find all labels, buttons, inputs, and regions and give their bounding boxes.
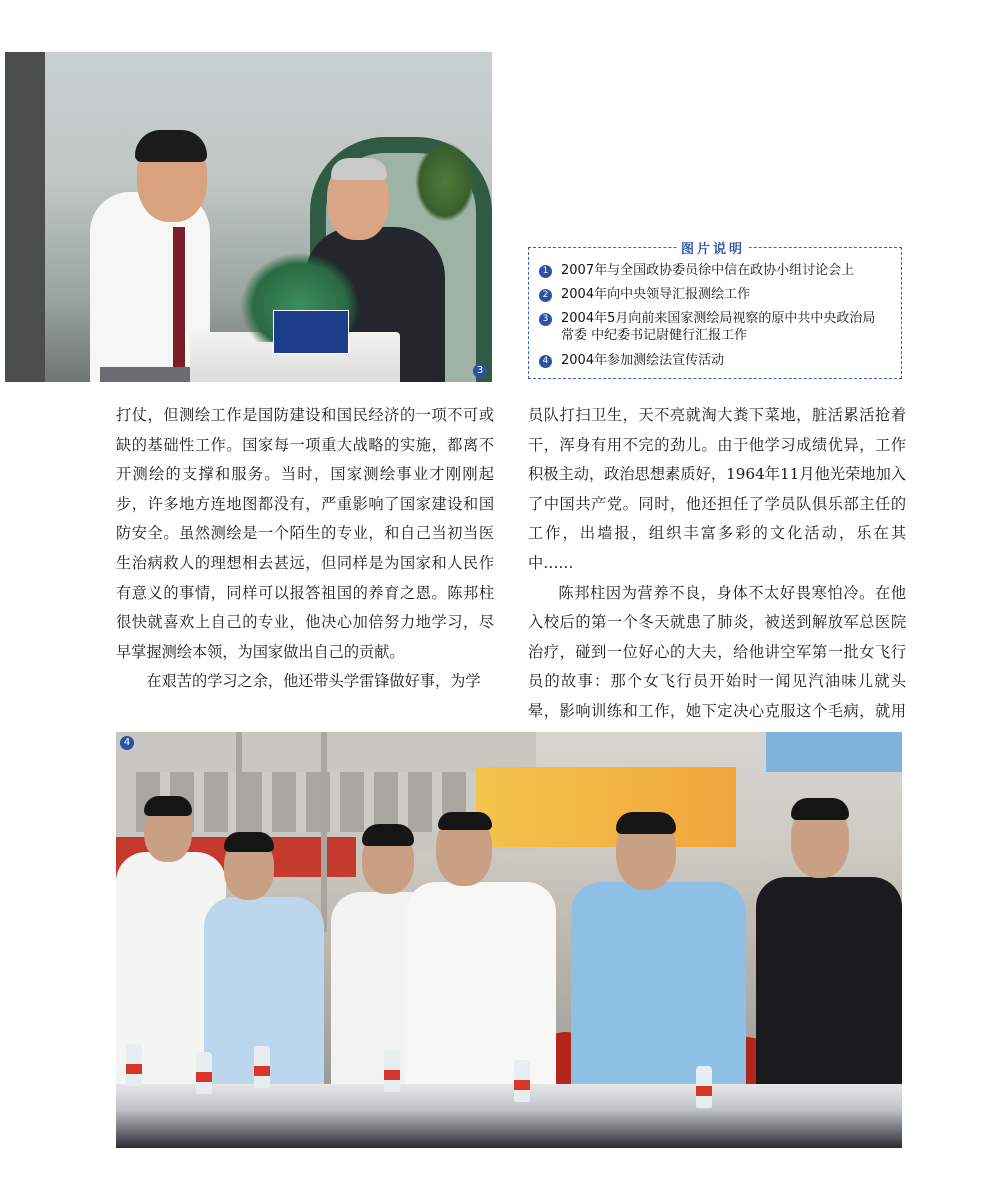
paragraph: 员队打扫卫生，天不亮就淘大粪下菜地，脏活累活抢着干，浑身有用不完的劲儿。由于他学习成绩优异，工作积极主动，政治思想素质好，1964年11月他光荣地加入了中国共产党。同时，他还担任了学员队俱乐部主任的工作，出墙报，组织丰富多彩的文化活动，乐在其中…… <box>528 406 906 572</box>
caption-text: 2004年向中央领导汇报测绘工作 <box>561 287 751 302</box>
photo-number-badge: 4 <box>120 736 134 750</box>
photo-person-hair <box>144 796 192 816</box>
photo-table <box>116 1084 902 1148</box>
paragraph: 陈邦柱因为营养不良，身体不太好畏寒怕冷。在他入校后的第一个冬天就患了肺炎，被送到解放军总医院治疗，碰到一位好心的大夫，给他讲空军第一批女飞行员的故事：那个女飞行员开始时一闻见汽油味儿就头晕，影响训练和工作，她下定决心克服这个毛病，就用 <box>528 583 906 720</box>
photo-number-badge: 3 <box>473 364 487 378</box>
paragraph: 打仗，但测绘工作是国防建设和国民经济的一项不可或缺的基础性工作。国家每一项重大战略的实施，都离不开测绘的支撑和服务。当时，国家测绘事业才刚刚起步，许多地方连地图都没有，严重影响了国家建设和国防安全。虽然测绘是一个陌生的专业，和自己当初当医生治病救人的理想相去甚远，但同样是为国家和人民作有意义的事情，同样可以报答祖国的养育之恩。陈邦柱很快就喜欢上自己的专业，他决心加倍努力地学习，尽早掌握测绘本领，为国家做出自己的贡献。 <box>116 406 494 661</box>
photo-water-bottle <box>254 1046 270 1088</box>
caption-item <box>539 352 889 369</box>
photo-person <box>406 882 556 1092</box>
photo-person-hair <box>362 824 414 846</box>
caption-box <box>528 242 902 379</box>
paragraph: 在艰苦的学习之余，他还带头学雷锋做好事，为学 <box>146 672 481 691</box>
photo-4-publicity-event <box>116 732 902 1148</box>
caption-item <box>539 310 889 344</box>
photo-water-bottle <box>126 1044 142 1086</box>
photo-water-bottle <box>696 1066 712 1108</box>
photo-water-bottle <box>384 1050 400 1092</box>
photo-water-bottle <box>514 1060 530 1102</box>
photo-person <box>571 882 746 1092</box>
caption-text: 2004年参加测绘法宣传活动 <box>561 353 725 368</box>
photo-person-hair <box>438 812 492 830</box>
photo-person <box>756 877 902 1092</box>
photo-person-hair <box>224 832 274 852</box>
photo-person-hair <box>791 798 849 820</box>
caption-bullet: 1 <box>539 265 552 278</box>
photo-plant <box>415 142 475 222</box>
caption-title: 图片说明 <box>677 238 749 257</box>
caption-text: 2004年5月向前来国家测绘局视察的原中共中央政治局常委 中纪委书记尉健行汇报工作 <box>561 311 876 343</box>
photo-person-hair <box>135 130 207 162</box>
photo-person-hair <box>616 812 676 834</box>
photo-background <box>5 52 45 382</box>
photo-pole <box>321 732 327 932</box>
caption-bullet: 2 <box>539 289 552 302</box>
caption-bullet: 4 <box>539 355 552 368</box>
caption-item <box>539 286 889 303</box>
text-column-right <box>528 401 906 756</box>
caption-bullet: 3 <box>539 313 552 326</box>
photo-display-card <box>273 310 349 354</box>
photo-water-bottle <box>196 1052 212 1094</box>
photo-banner <box>476 767 736 847</box>
photo-banner <box>766 732 902 772</box>
photo-3-inspection <box>5 52 492 382</box>
photo-tie <box>173 227 185 377</box>
caption-text: 2007年与全国政协委员徐中信在政协小组讨论会上 <box>561 263 855 278</box>
caption-item <box>539 262 889 279</box>
text-column-left <box>116 401 494 697</box>
photo-person-hair <box>331 158 387 180</box>
photo-person-legs <box>100 367 200 382</box>
